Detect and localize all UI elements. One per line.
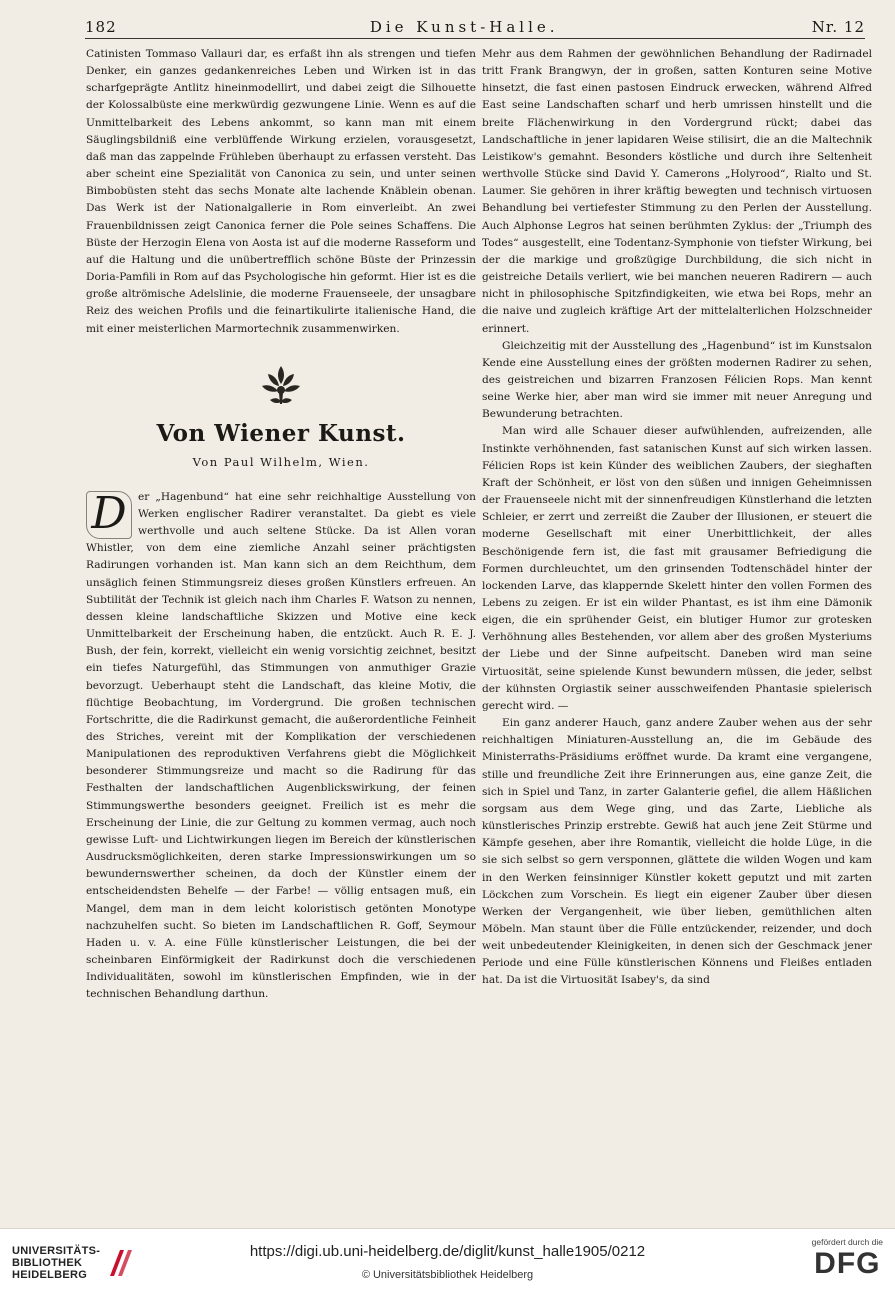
- running-title: Die Kunst-Halle.: [369, 18, 559, 36]
- floral-ornament-icon: [258, 362, 304, 408]
- left-column: [86, 46, 476, 1004]
- running-header: [85, 10, 865, 36]
- permalink-url[interactable]: https://digi.ub.uni-heidelberg.de/diglit/kunst_halle1905/0212: [249, 1243, 646, 1260]
- page-number: 182: [85, 18, 117, 36]
- article-byline: Von Paul Wilhelm, Wien.: [192, 454, 370, 469]
- copyright-notice: © Universitätsbibliothek Heidelberg: [361, 1269, 534, 1281]
- drop-cap: D: [86, 491, 132, 539]
- dfg-wordmark: DFG: [814, 1247, 881, 1280]
- header-rule: [85, 38, 865, 39]
- funder-note: gefördert durch die: [811, 1237, 883, 1247]
- article-body-start: [86, 489, 476, 1004]
- issue-number: Nr. 12: [811, 18, 865, 36]
- right-column: [482, 46, 872, 990]
- hagenbund-paragraph: er „Hagenbund“ hat eine sehr reichhaltige Ausstellung von Werken englischer Radirer veranstaltet. Da giebt es viele werthvolle und auch seltene Stücke. Da ist Allen voran Whistler, von dem eine ziemliche Anzahl seiner prächtigsten Radirungen vorhanden ist. Man kann sich an dem Reichthum, dem unsäglich feinen Stimmungsreiz dieses großen Künstlers erfreuen. An Subtilität der Technik ist gleich nach ihm Charles F. Watson zu nennen, dessen kleine landschaftliche Skizzen und Motive eine keck Unmittelbarkeit der Erscheinung haben, die entzückt. Auch R. E. J. Bush, der fein, korrekt, vielleicht ein wenig vorsichtig zeichnet, besitzt ein tiefes Naturgefühl, das Stimmungen von anmuthiger Grazie bevorzugt. Ueberhaupt steht die Landschaft, das kleine Motiv, die flüchtige Beobachtung, im Vordergrund. Die großen technischen Fortschritte, die die Radirkunst gemacht, die außerordentliche Feinheit des Striches, vereint mit der Komplikation der verschiedenen Manipulationen des reproduktiven Verfahrens giebt die Möglichkeit besonderer Stimmungsreize und macht so die Radirung für das Festhalten der landschaftlichen Augenblickswirkung, der feinen Stimmungswerthe besonders geeignet. Freilich ist es mehr die Erscheinung der Linie, die zur Geltung zu kommen vermag, auch noch gewisse Luft- und Lichtwirkungen liegen im Bereich der künstlerischen Ausdrucksmöglichkeiten, deren starke Impressionswirkungen um so bewundernswerther scheinen, da doch der Künstler einem der entscheidendsten Behelfe — der Farbe! — völlig entsagen muß, ein Mangel, dem man in dem leicht koloristisch getönten Monotype nachzuhelfen sucht. So bieten im Landschaftlichen R. Goff, Seymour Haden u. v. A. eine Fülle künstlerischer Leistungen, die bei der scheinbaren Einförmigkeit der Radirkunst doch die verschiedenen Individualitäten, sowohl im künstlerischen Empfinden, wie in der technischen Behandlung darthun.: [86, 490, 476, 1001]
- miniatures-paragraph: Ein ganz anderer Hauch, ganz andere Zauber wehen aus der sehr reichhaltigen Miniaturen-Ausstellung an, die im Gebäude des Ministerraths-Präsidiums eröffnet wurde. Da kramt eine vergangene, stille und freundliche Zeit ihre Erinnerungen aus, eine ganze Zeit, die sich in Spiel und Tanz, in zarter Galanterie gefiel, die allem Häßlichen sorgsam aus dem Wege ging, und das Zarte, Liebliche als künstlerisches Prinzip erstrebte. Gewiß hat auch jene Zeit Stürme und Kämpfe gesehen, aber ihre Romantik, vielleicht die holde Lüge, in die sie sich selbst so gern versponnen, glättete die wilden Wogen und kam in den Werken feinsinniger Künstler kokett geputzt und mit zarten Löckchen zum Vorschein. Es liegt ein eigener Zauber über diesen Werken der Vergangenheit, wie über lieben, gemüthlichen alten Möbeln. Man staunt über die Fülle entzückender, reizender, und doch weit unbedeutender Kleinigkeiten, in denen sich der Geschmack jener Periode und eine Fülle künstlerischen Könnens und Fleißes entladen hat. Da ist die Virtuosität Isabey's, da sind: [482, 717, 872, 987]
- brangwyn-paragraph: Mehr aus dem Rahmen der gewöhnlichen Behandlung der Radirnadel tritt Frank Brangwyn, der in großen, satten Konturen seine Motive hinsetzt, die fast einen pastosen Eindruck erwecken, während Alfred East seine Landschaften scharf und herb umrissen hinstellt und die breite Flächenwirkung in den Vordergrund rückt; dabei das Landschaftliche in jener lapidaren Weise stilisirt, die an die Maltechnik Leistikow's gemahnt. Besonders köstliche und durch ihre Seltenheit werthvolle Stücke sind David Y. Camerons „Holyrood“, Rialto und St. Laumer. Sie gehören in ihrer kräftig bewegten und technisch virtuosen Behandlung bei vertiefester Stimmung zu den Perlen der Ausstellung. Auch Alphonse Legros hat seinen berühmten Zyklus: der „Triumph des Todes“ ausgestellt, eine Todentanz-Symphonie von tiefster Wirkung, bei der die markige und großzügige Durchbildung, die sich nicht in geistreiche Details verliert, wie bei manchen neueren Radirern — auch nicht in philosophische Spitzfindigkeiten, wie etwa bei Rops, mehr an die naive und zugleich kräftige Art der mittelalterlichen Holzschneider erinnert.: [482, 48, 872, 335]
- article-title: Von Wiener Kunst.: [156, 419, 406, 447]
- canonica-paragraph: Catinisten Tommaso Vallauri dar, es erfaßt ihn als strengen und tiefen Denker, ein ganzes gedankenreiches Leben und Wirken ist in das scharfgeprägte Antlitz hineinmodellirt, und dabei zeigt die Silhouette der Kolossalbüste eine merkwürdig gezwungene Linie. Wenn es auf die Unmittelbarkeit des Lebens ankommt, so kann man mit einem Säuglingsbildniß eine verblüffende Wirkung erzielen, vorausgesetzt, daß man das zappelnde Frühleben überhaupt zu erfassen versteht. Das aber scheint eine Spezialität von Canonica zu sein, und unter seinen Bimbobüsten steht das sechs Monate alte lachende Knäblein obenan. Das Werk ist der Nationalgallerie in Rom einverleibt. An zwei Frauenbildnissen zeigt Canonica ferner die Pole seines Schaffens. Die Büste der Herzogin Elena von Aosta ist auf die moderne Rasseform und auf die Haltung und die unübertrefflich schöne Büste der Prinzessin Doria-Pamfili in Rom auf das Psychologische hin geformt. Hier ist es die große altrömische Adelslinie, die moderne Frauenseele, der unsagbare Reiz des weichen Profils und die feinartikulirte italienische Hand, die mit einer meisterlichen Marmortechnik zusammenwirken.: [86, 48, 476, 335]
- dfg-funder-logo[interactable]: [812, 1237, 883, 1281]
- viewer-footer: [0, 1228, 895, 1293]
- rops-exhibition-paragraph: Gleichzeitig mit der Ausstellung des „Hagenbund“ ist im Kunstsalon Kende eine Ausstellung eines der größten modernen Radirer zu sehen, des geistreichen und bizarren Franzosen Félicien Rops. Man kennt seine Werke hier, aber man wird sie immer mit neuer Anregung und Bewunderung betrachten.: [482, 339, 872, 421]
- rops-art-paragraph: Man wird alle Schauer dieser aufwühlenden, aufreizenden, alle Instinkte verhöhnenden, fast satanischen Kunst auf sich wirken lassen. Félicien Rops ist kein Künder des weiblichen Zaubers, der sieghaften Kraft der Schönheit, er löst von den süßen und innigen Geheimnissen der Frauenseele nicht mit der sinnenfreudigen Künstlerhand die letzten Schleier, er zerrt und zerreißt die Zauber der Illusionen, er steuert die moderne Gesellschaft mit einer Unerbittlichkeit, der alles Beschönigende fern ist, die fast mit grausamer Befriedigung die Formen durchleuchtet, um den grinsenden Todtenschädel hinter der lockenden Larve, das klappernde Skelett hinter den vollen Formen des Lebens zu zeigen. Er ist ein wilder Phantast, es ist ihm eine Dämonik eigen, die ein sprühender Geist, ein blutiger Humor zur grotesken Verhöhnung alles Bestehenden, vor allem aber des großen Mysteriums der Liebe und der Sinne aufpeitscht. Daneben wird man seine Virtuosität, seine spielende Kunst bewundern müssen, die jeder, selbst der kühnsten Orgiastik seiner ausschweifenden Phantasie spielerisch gerecht wird. —: [482, 425, 872, 712]
- library-name: UNIVERSITÄTS- BIBLIOTHEK HEIDELBERG: [12, 1245, 101, 1281]
